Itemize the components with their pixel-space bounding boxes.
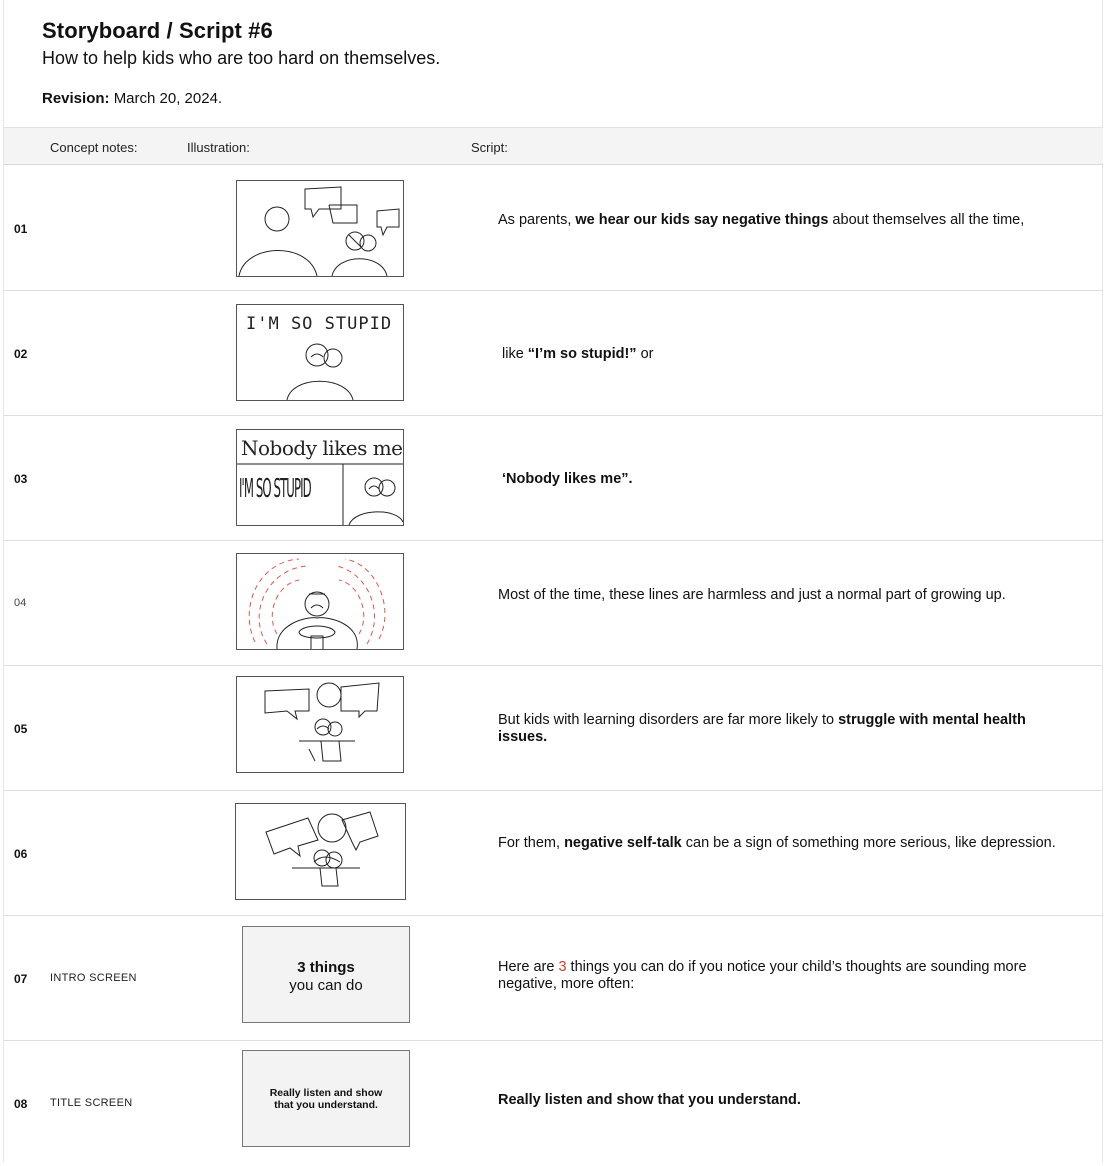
storyboard-frame bbox=[236, 553, 404, 650]
storyboard-frame bbox=[236, 676, 404, 773]
screen-heading: 3 things bbox=[297, 959, 355, 976]
row-number: 08 bbox=[14, 1097, 28, 1111]
revision-line bbox=[42, 90, 222, 107]
sketch-caption: I'M SO STUPID bbox=[246, 314, 393, 334]
row-number: 04 bbox=[14, 597, 27, 609]
row-number: 07 bbox=[14, 972, 28, 986]
revision-label: Revision: bbox=[42, 90, 110, 107]
intro-screen-frame bbox=[242, 926, 410, 1023]
storyboard-frame bbox=[236, 180, 404, 277]
script-text: But kids with learning disorders are far more likely to struggle with mental health issues. bbox=[498, 712, 1026, 745]
sketch-caption-top: Nobody likes me bbox=[241, 436, 403, 460]
page-subtitle: How to help kids who are too hard on themselves. bbox=[42, 48, 441, 68]
table-header bbox=[4, 127, 1103, 165]
page-title: Storyboard / Script #6 bbox=[42, 18, 273, 43]
sketch-caption-left: I'M SO STUPID bbox=[239, 474, 311, 504]
concept-note: TITLE SCREEN bbox=[50, 1097, 133, 1109]
script-text: For them, negative self-talk can be a sign of something more serious, like depression. bbox=[498, 835, 1056, 851]
revision-date: March 20, 2024. bbox=[113, 90, 223, 107]
table-row bbox=[4, 791, 1103, 916]
table-row bbox=[4, 541, 1103, 666]
table-row bbox=[4, 916, 1103, 1041]
column-header-concept: Concept notes: bbox=[50, 140, 138, 155]
concept-note: INTRO SCREEN bbox=[50, 972, 137, 984]
screen-title-line1: Really listen and show bbox=[269, 1087, 383, 1099]
title-screen-frame bbox=[242, 1050, 410, 1147]
table-row bbox=[4, 416, 1103, 541]
table-row bbox=[4, 1041, 1103, 1166]
script-text: Most of the time, these lines are harmless and just a normal part of growing up. bbox=[498, 587, 1006, 603]
row-number: 06 bbox=[14, 847, 28, 861]
storyboard-frame bbox=[235, 803, 406, 900]
script-text: Really listen and show that you understand. bbox=[498, 1092, 801, 1108]
highlight-number: 3 bbox=[558, 959, 567, 975]
table-row bbox=[4, 666, 1103, 791]
column-header-illustration: Illustration: bbox=[187, 140, 250, 155]
script-text: Here are 3 things you can do if you notice your child’s thoughts are sounding more negative, more often: bbox=[498, 959, 1027, 992]
row-number: 03 bbox=[14, 472, 28, 486]
row-number: 01 bbox=[14, 222, 28, 236]
row-number: 02 bbox=[14, 347, 28, 361]
script-text: ‘Nobody likes me”. bbox=[502, 471, 633, 487]
row-number: 05 bbox=[14, 722, 28, 736]
screen-subheading: you can do bbox=[289, 977, 363, 994]
storyboard-frame bbox=[236, 304, 404, 401]
table-row bbox=[4, 291, 1103, 416]
script-text: As parents, we hear our kids say negative things about themselves all the time, bbox=[498, 212, 1025, 228]
screen-title-line2: that you understand. bbox=[274, 1099, 378, 1111]
storyboard-frame bbox=[236, 429, 404, 526]
column-header-script: Script: bbox=[471, 140, 508, 155]
script-text: like “I’m so stupid!” or bbox=[502, 346, 654, 362]
table-row bbox=[4, 166, 1103, 291]
